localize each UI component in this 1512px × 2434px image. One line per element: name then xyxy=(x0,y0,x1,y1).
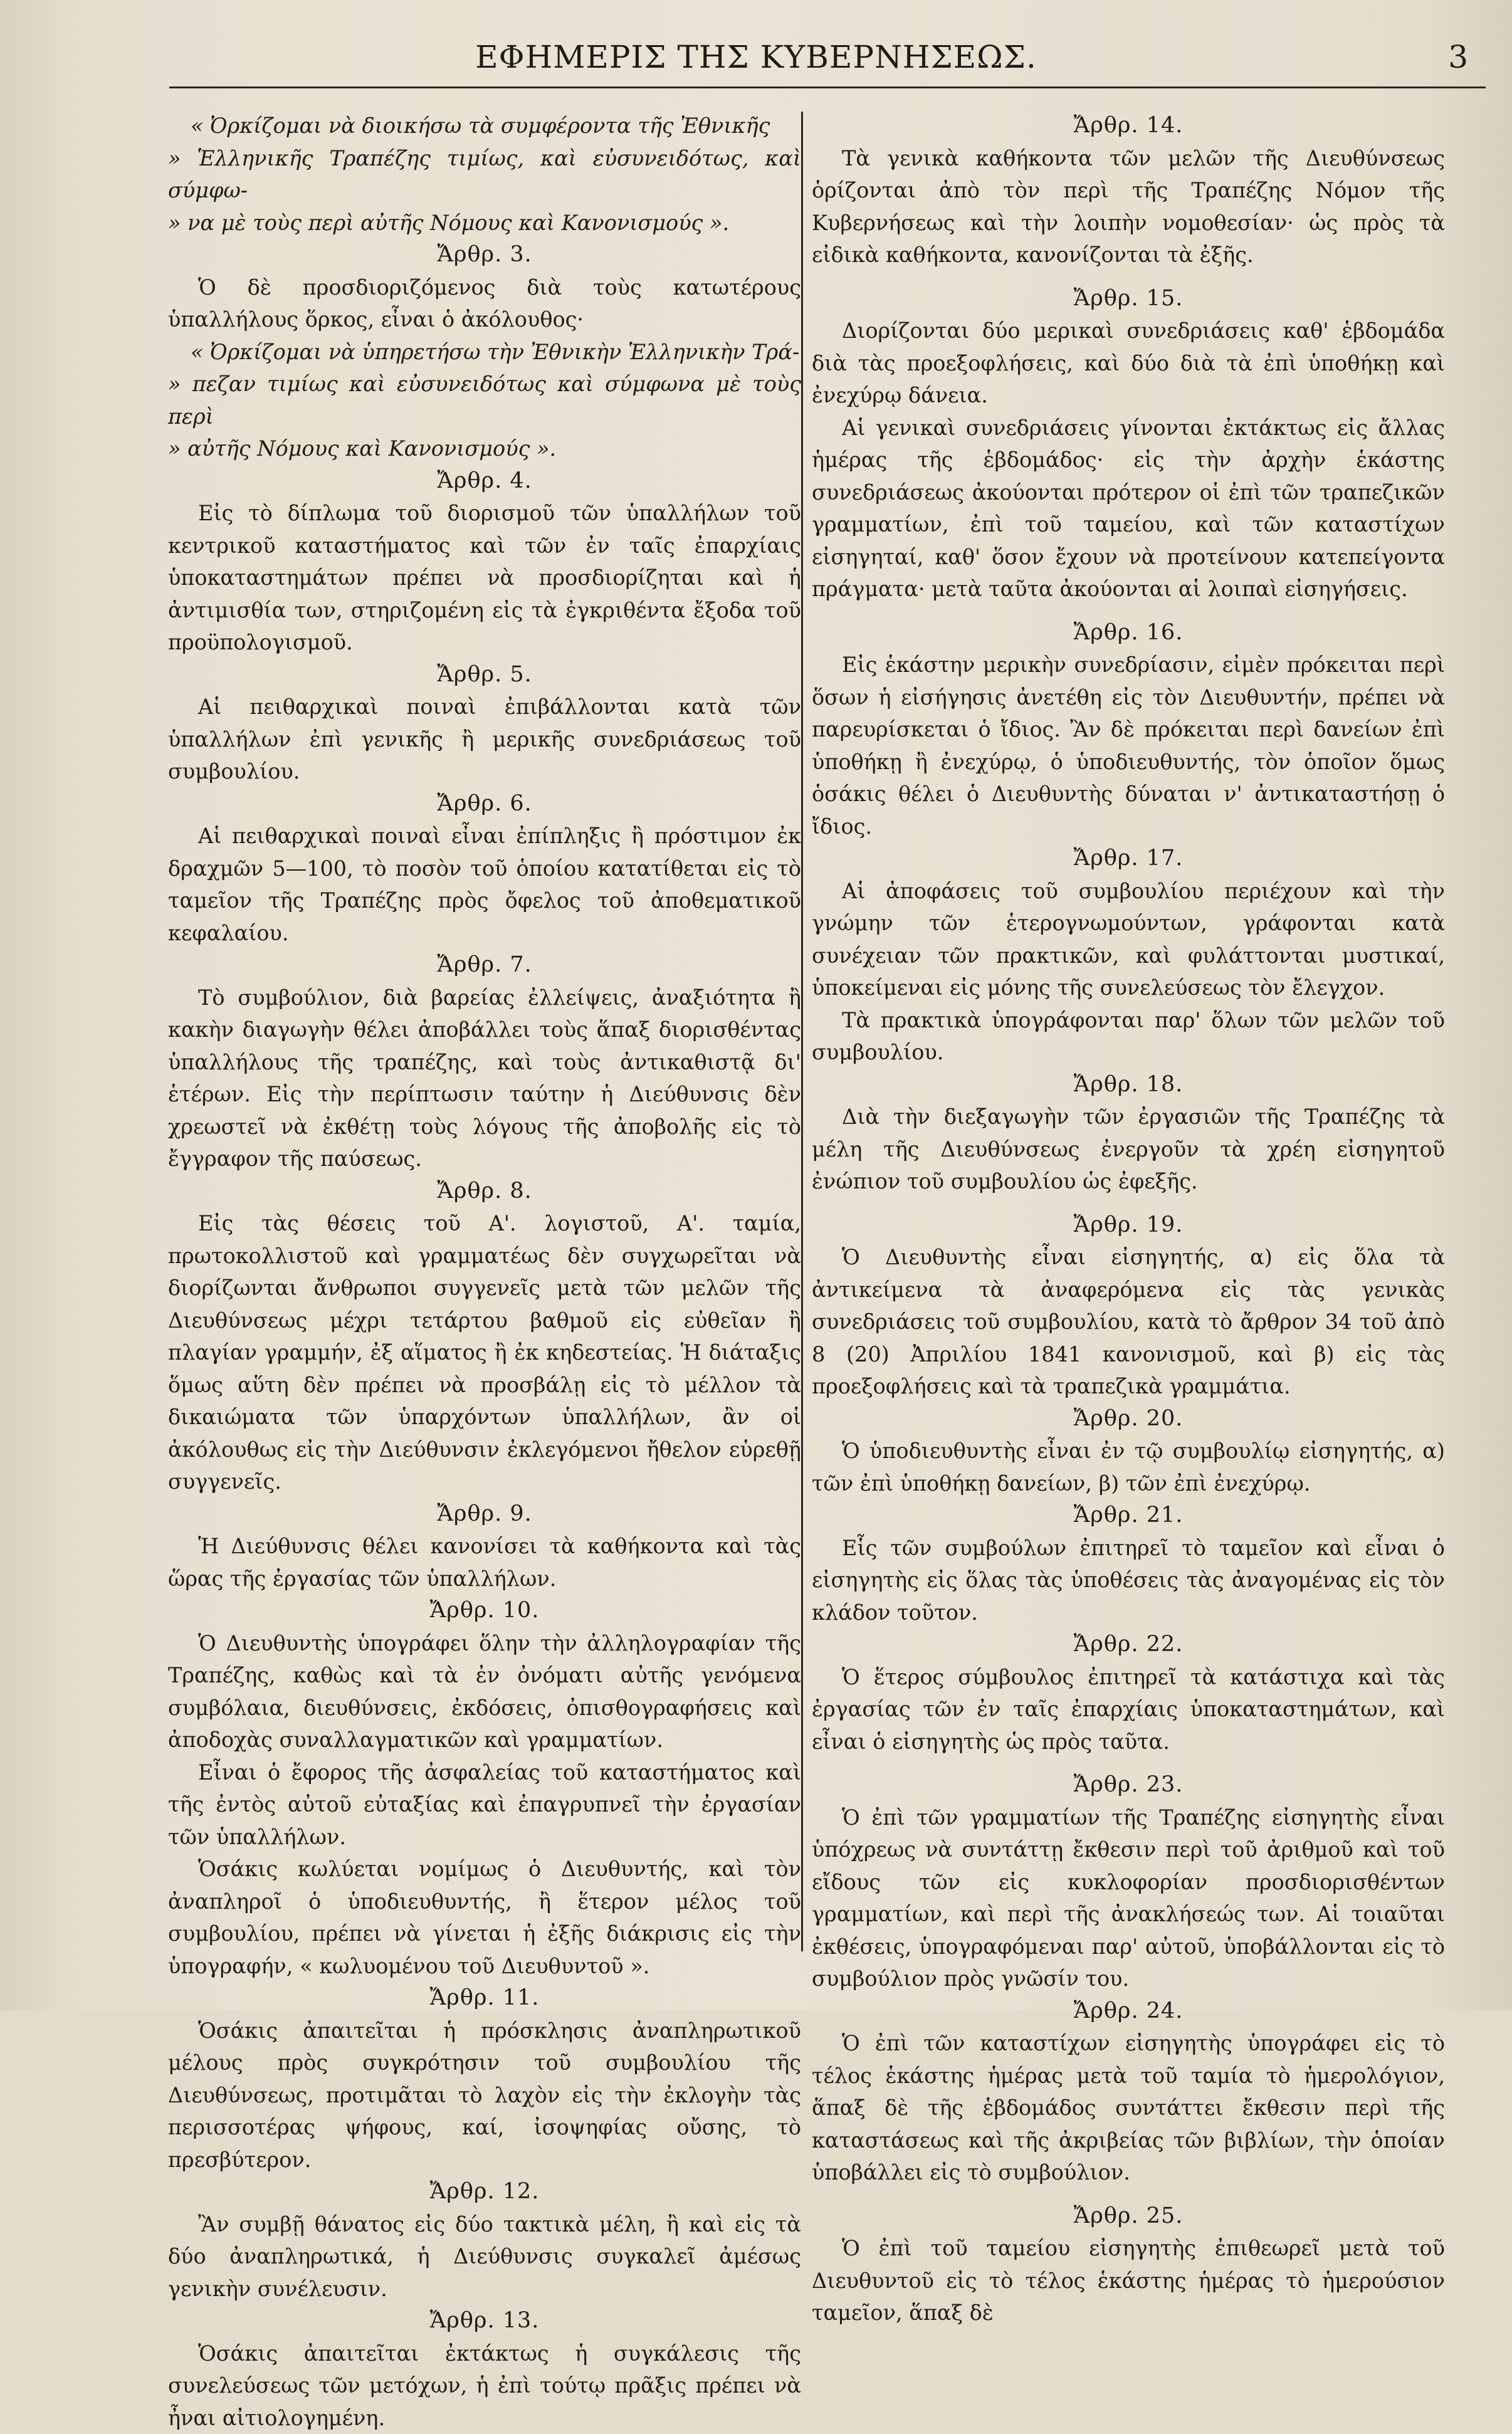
article-heading: Ἄρθρ. 17. xyxy=(812,842,1445,875)
article-text: Ὁ ἐπὶ τῶν γραμματίων τῆς Τραπέζης εἰσηγητὴς εἶναι ὑπόχρεως νὰ συντάττῃ ἔκθεσιν περὶ τοῦ ἀριθμοῦ καὶ τοῦ εἴδους τῶν εἰς κυκλοφορίαν προσδιορισθέντων γραμματίων, καὶ περὶ τῆς ἀνακλήσεώς των. Αἱ τοιαῦται ἐκθέσεις, ὑπογραφόμεναι παρ' αὐτοῦ, ὑποβάλλονται εἰς τὸ συμβούλιον πρὸς γνῶσίν του. xyxy=(812,1802,1445,1995)
article-text: Εἰς τὰς θέσεις τοῦ Α'. λογιστοῦ, Α'. ταμία, πρωτοκολλιστοῦ καὶ γραμματέως δὲν συγχωρεῖται νὰ διορίζωνται ἄνθρωποι συγγενεῖς μετὰ τῶν μελῶν τῆς Διευθύνσεως μέχρι τετάρτου βαθμοῦ εἰς εὐθεῖαν ἢ πλαγίαν γραμμήν, ἐξ αἵματος ἢ ἐκ κηδεστείας. Ἡ διάταξις ὅμως αὕτη δὲν πρέπει νὰ προσβάλῃ εἰς τὸ μέλλον τὰ δικαιώματα τῶν ὑπαρχόντων ὑπαλλήλων, ἂν οἱ ἀκόλουθως εἰς τὴν Διεύθυνσιν ἐκλεγόμενοι ἤθελον εὑρεθῇ συγγενεῖς. xyxy=(168,1207,801,1498)
page-title: ΕΦΗΜΕΡΙΣ ΤΗΣ ΚΥΒΕΡΝΗΣΕΩΣ. xyxy=(0,39,1512,75)
article-heading: Ἄρθρ. 16. xyxy=(812,617,1445,649)
oath-line: » πεζαν τιμίως καὶ εὐσυνειδότως καὶ σύμφωνα μὲ τοὺς περὶ xyxy=(168,368,801,433)
left-column xyxy=(168,110,801,2434)
oath-line: » αὐτῆς Νόμους καὶ Κανονισμούς ». xyxy=(168,433,801,465)
article-heading: Ἄρθρ. 8. xyxy=(168,1175,801,1208)
article-heading: Ἄρθρ. 6. xyxy=(168,788,801,821)
article-heading: Ἄρθρ. 15. xyxy=(812,283,1445,315)
article-text: Ἡ Διεύθυνσις θέλει κανονίσει τὰ καθήκοντα καὶ τὰς ὥρας τῆς ἐργασίας τῶν ὑπαλλήλων. xyxy=(168,1530,801,1595)
article-heading: Ἄρθρ. 13. xyxy=(168,2305,801,2337)
article-heading: Ἄρθρ. 19. xyxy=(812,1209,1445,1242)
article-text: Ὁ ἕτερος σύμβουλος ἐπιτηρεῖ τὰ κατάστιχα καὶ τὰς ἐργασίας τῶν ἐν ταῖς ἐπαρχίαις ὑποκαταστημάτων, καὶ εἶναι ὁ εἰσηγητὴς ὡς πρὸς ταῦτα. xyxy=(812,1661,1445,1758)
article-heading: Ἄρθρ. 10. xyxy=(168,1595,801,1627)
page-header xyxy=(0,39,1512,89)
article-text: Ἂν συμβῇ θάνατος εἰς δύο τακτικὰ μέλη, ἢ καὶ εἰς τὰ δύο ἀναπληρωτικά, ἡ Διεύθυνσις συγκαλεῖ ἀμέσως γενικὴν συνέλευσιν. xyxy=(168,2208,801,2305)
article-heading: Ἄρθρ. 11. xyxy=(168,1982,801,2015)
article-text: Εἷς τῶν συμβούλων ἐπιτηρεῖ τὸ ταμεῖον καὶ εἶναι ὁ εἰσηγητὴς εἰς ὅλας τὰς ὑποθέσεις τὰς ἀναγομένας εἰς τὸν κλάδον τοῦτον. xyxy=(812,1532,1445,1629)
article-text: Ὁσάκις κωλύεται νομίμως ὁ Διευθυντής, καὶ τὸν ἀναπληροῖ ὁ ὑποδιευθυντής, ἢ ἕτερον μέλος τοῦ συμβουλίου, πρέπει νὰ γίνεται ἡ ἐξῆς διάκρισις εἰς τὴν ὑπογραφήν, « κωλυομένου τοῦ Διευθυντοῦ ». xyxy=(168,1853,801,1982)
article-heading: Ἄρθρ. 3. xyxy=(168,239,801,271)
article-text: Ὁσάκις ἀπαιτεῖται ἐκτάκτως ἡ συγκάλεσις τῆς συνελεύσεως τῶν μετόχων, ἡ ἐπὶ τούτῳ πρᾶξις πρέπει νὰ ἦναι αἰτιολογημένη. xyxy=(168,2337,801,2434)
article-text: Διορίζονται δύο μερικαὶ συνεδριάσεις καθ' ἑβδομάδα διὰ τὰς προεξοφλήσεις, καὶ δύο διὰ τὰ ἐπὶ ὑποθήκῃ καὶ ἐνεχύρῳ δάνεια. xyxy=(812,315,1445,412)
article-text: Τὸ συμβούλιον, διὰ βαρείας ἐλλείψεις, ἀναξιότητα ἢ κακὴν διαγωγὴν θέλει ἀποβάλλει τοὺς ἅπαξ διορισθέντας ὑπαλλήλους τῆς τραπέζης, καὶ τοὺς ἀντικαθιστᾷ δι' ἑτέρων. Εἰς τὴν περίπτωσιν ταύτην ἡ Διεύθυνσις δὲν χρεωστεῖ νὰ ἐκθέτῃ τοὺς λόγους τῆς ἀποβολῆς εἰς τὸ ἔγγραφον τῆς παύσεως. xyxy=(168,982,801,1175)
oath-line: » να μὲ τοὺς περὶ αὐτῆς Νόμους καὶ Κανονισμούς ». xyxy=(168,207,801,239)
article-text: Αἱ γενικαὶ συνεδριάσεις γίνονται ἐκτάκτως εἰς ἄλλας ἡμέρας τῆς ἑβδομάδος· εἰς τὴν ἀρχὴν ἑκάστης συνεδριάσεως ἀκούονται πρότερον οἱ ἐπὶ τῶν τραπεζικῶν γραμματίων, ἐπὶ τοῦ ταμείου, καὶ τῶν καταστίχων εἰσηγηταί, καθ' ὅσον ἔχουν νὰ προτείνουν κατεπείγοντα πράγματα· μετὰ ταῦτα ἀκούονται αἱ λοιπαὶ εἰσηγήσεις. xyxy=(812,412,1445,606)
article-text: Αἱ πειθαρχικαὶ ποιναὶ ἐπιβάλλονται κατὰ τῶν ὑπαλλήλων ἐπὶ γενικῆς ἢ μερικῆς συνεδριάσεως τοῦ συμβουλίου. xyxy=(168,691,801,788)
article-text: Εἰς τὸ δίπλωμα τοῦ διορισμοῦ τῶν ὑπαλλήλων τοῦ κεντρικοῦ καταστήματος καὶ τῶν ἐν ταῖς ἐπαρχίαις ὑποκαταστημάτων πρέπει νὰ προσδιορίζηται καὶ ἡ ἀντιμισθία των, στηριζομένη εἰς τὰ ἐγκριθέντα ἔξοδα τοῦ προϋπολογισμοῦ. xyxy=(168,497,801,659)
oath-line: « Ὀρκίζομαι νὰ ὑπηρετήσω τὴν Ἐθνικὴν Ἑλληνικὴν Τρά- xyxy=(168,336,801,369)
article-text: Ὁ ἐπὶ τοῦ ταμείου εἰσηγητὴς ἐπιθεωρεῖ μετὰ τοῦ Διευθυντοῦ εἰς τὸ τέλος ἑκάστης ἡμέρας τὸ ἡμερούσιον ταμεῖον, ἅπαξ δὲ xyxy=(812,2232,1445,2329)
oath-line: » Ἑλληνικῆς Τραπέζης τιμίως, καὶ εὐσυνειδότως, καὶ σύμφω- xyxy=(168,142,801,207)
article-heading: Ἄρθρ. 23. xyxy=(812,1769,1445,1802)
article-text: Ὁ δὲ προσδιοριζόμενος διὰ τοὺς κατωτέρους ὑπαλλήλους ὅρκος, εἶναι ὁ ἀκόλουθος· xyxy=(168,271,801,336)
article-text: Ὁ ἐπὶ τῶν καταστίχων εἰσηγητὴς ὑπογράφει εἰς τὸ τέλος ἑκάστης ἡμέρας μετὰ τοῦ ταμία τὸ ἡμερολόγιον, ἅπαξ δὲ τῆς ἑβδομάδος συντάττει ἔκθεσιν περὶ τῆς καταστάσεως καὶ τῆς ἀκριβείας τῶν βιβλίων, τὴν ὁποίαν ὑποβάλλει εἰς τὸ συμβούλιον. xyxy=(812,2027,1445,2189)
article-heading: Ἄρθρ. 25. xyxy=(812,2200,1445,2233)
article-text: Ὁ ὑποδιευθυντὴς εἶναι ἐν τῷ συμβουλίῳ εἰσηγητής, α) τῶν ἐπὶ ὑποθήκῃ δανείων, β) τῶν ἐπὶ ἐνεχύρῳ. xyxy=(812,1435,1445,1499)
article-heading: Ἄρθρ. 18. xyxy=(812,1069,1445,1101)
page-number: 3 xyxy=(1448,39,1468,75)
article-text: Διὰ τὴν διεξαγωγὴν τῶν ἐργασιῶν τῆς Τραπέζης τὰ μέλη τῆς Διευθύνσεως ἐνεργοῦν τὰ χρέη εἰσηγητοῦ ἐνώπιον τοῦ συμβουλίου ὡς ἐφεξῆς. xyxy=(812,1101,1445,1198)
column-divider xyxy=(801,112,803,1951)
article-heading: Ἄρθρ. 24. xyxy=(812,1995,1445,2028)
article-heading: Ἄρθρ. 14. xyxy=(812,110,1445,142)
article-heading: Ἄρθρ. 4. xyxy=(168,465,801,498)
article-text: Εἶναι ὁ ἔφορος τῆς ἀσφαλείας τοῦ καταστήματος καὶ τῆς ἐντὸς αὐτοῦ εὐταξίας καὶ ἐπαγρυπνεῖ τὴν ἐργασίαν τῶν ὑπαλλήλων. xyxy=(168,1756,801,1854)
oath-line: « Ὀρκίζομαι νὰ διοικήσω τὰ συμφέροντα τῆς Ἐθνικῆς xyxy=(168,110,801,142)
article-heading: Ἄρθρ. 7. xyxy=(168,949,801,982)
article-text: Ὁσάκις ἀπαιτεῖται ἡ πρόσκλησις ἀναπληρωτικοῦ μέλους πρὸς συγκρότησιν τοῦ συμβουλίου τῆς Διευθύνσεως, προτιμᾶται τὸ λαχὸν εἰς τὴν ἐκλογὴν τὰς περισσοτέρας ψήφους, καί, ἰσοψηφίας οὔσης, τὸ πρεσβύτερον. xyxy=(168,2015,801,2176)
article-text: Εἰς ἑκάστην μερικὴν συνεδρίασιν, εἰμὲν πρόκειται περὶ ὅσων ἡ εἰσήγησις ἀνετέθη εἰς τὸν Διευθυντήν, πρέπει νὰ παρευρίσκεται ὁ ἴδιος. Ἂν δὲ πρόκειται περὶ δανείων ἐπὶ ὑποθήκῃ ἢ ἐνεχύρῳ, ὁ ὑποδιευθυντής, τὸν ὁποῖον ὅμως ὁσάκις θέλει ὁ Διευθυντὴς δύναται ν' ἀντικαταστήσῃ ὁ ἴδιος. xyxy=(812,649,1445,842)
article-heading: Ἄρθρ. 21. xyxy=(812,1499,1445,1532)
right-column xyxy=(812,110,1445,2329)
article-text: Αἱ πειθαρχικαὶ ποιναὶ εἶναι ἐπίπληξις ἢ πρόστιμον ἐκ δραχμῶν 5—100, τὸ ποσὸν τοῦ ὁποίου κατατίθεται εἰς τὸ ταμεῖον τῆς Τραπέζης πρὸς ὄφελος τοῦ ἀποθεματικοῦ κεφαλαίου. xyxy=(168,820,801,949)
article-text: Αἱ ἀποφάσεις τοῦ συμβουλίου περιέχουν καὶ τὴν γνώμην τῶν ἑτερογνωμούντων, γράφονται κατὰ συνέχειαν τῶν πρακτικῶν, καὶ φυλάττονται μυστικαί, ὑποκείμεναι εἰς μόνης τῆς συνελεύσεως τὸν ἔλεγχον. xyxy=(812,875,1445,1004)
article-text: Ὁ Διευθυντὴς ὑπογράφει ὅλην τὴν ἀλληλογραφίαν τῆς Τραπέζης, καθὼς καὶ τὰ ἐν ὀνόματι αὐτῆς γενόμενα συμβόλαια, διευθύνσεις, ἐκδόσεις, ὀπισθογραφήσεις καὶ ἀποδοχὰς συναλλαγματικῶν καὶ γραμματίων. xyxy=(168,1627,801,1756)
article-heading: Ἄρθρ. 22. xyxy=(812,1629,1445,1661)
article-heading: Ἄρθρ. 12. xyxy=(168,2176,801,2208)
header-rule xyxy=(169,87,1486,88)
article-heading: Ἄρθρ. 9. xyxy=(168,1498,801,1531)
article-text: Ὁ Διευθυντὴς εἶναι εἰσηγητής, α) εἰς ὅλα τὰ ἀντικείμενα τὰ ἀναφερόμενα εἰς τὰς γενικὰς συνεδριάσεις τοῦ συμβουλίου, κατὰ τὸ ἄρθρον 34 τοῦ ἀπὸ 8 (20) Ἀπριλίου 1841 κανονισμοῦ, καὶ β) εἰς τὰς προεξοφλήσεις καὶ τὰ τραπεζικὰ γραμμάτια. xyxy=(812,1241,1445,1403)
article-text: Τὰ πρακτικὰ ὑπογράφονται παρ' ὅλων τῶν μελῶν τοῦ συμβουλίου. xyxy=(812,1004,1445,1069)
article-heading: Ἄρθρ. 5. xyxy=(168,659,801,691)
article-heading: Ἄρθρ. 20. xyxy=(812,1403,1445,1435)
article-text: Τὰ γενικὰ καθήκοντα τῶν μελῶν τῆς Διευθύνσεως ὁρίζονται ἀπὸ τὸν περὶ τῆς Τραπέζης Νόμον τῆς Κυβερνήσεως καὶ τὴν λοιπὴν νομοθεσίαν· ὡς πρὸς τὰ εἰδικὰ καθήκοντα, κανονίζονται τὰ ἐξῆς. xyxy=(812,142,1445,271)
